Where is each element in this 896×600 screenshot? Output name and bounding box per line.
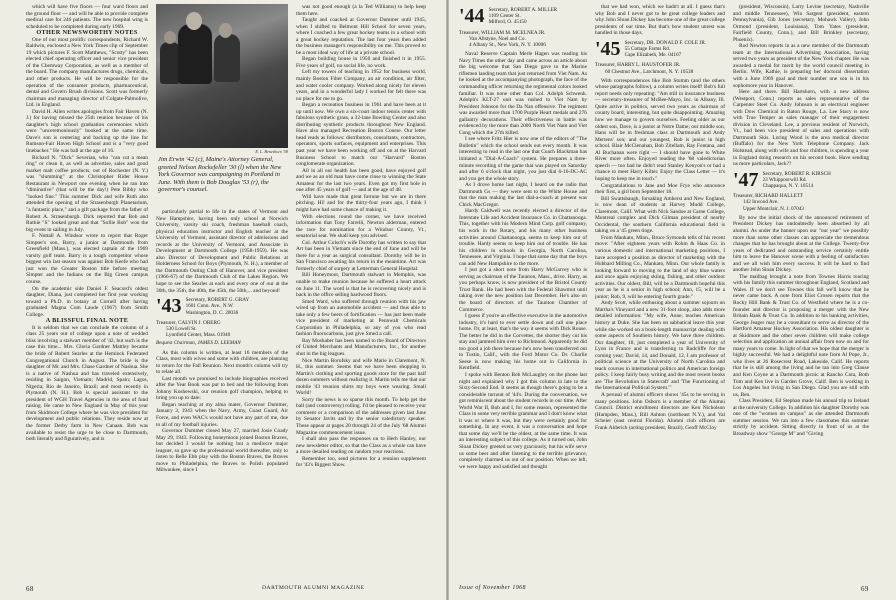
paragraph: Col. Arthur Colsch's wife Dorothy has written to say that Art has been in Vietnam since the end of June and will be there for a year as surgical consultant. Dorothy will be in San Francisco awaiting his return in the meantime. Art was formerly chief of surgery at Letterman General Hospital. <box>296 239 426 272</box>
magazine-title: DARTMOUTH ALUMNI MAGAZINE <box>262 585 365 591</box>
class-year: '44 <box>459 5 485 27</box>
class-47-header <box>733 168 869 191</box>
paragraph: Here and there. Bill Hartshorn, with a new address (Westport, Conn.) reports as sales representative of the Carpenter Steel Co. Andy Johnson is an electrical engineer with Dow Chemical in Baton Rouge, La. Lee Stacy is now with True Temper as sales manager of their engagement division in Cleveland. Lee, a previous resident of Norwich, Vt., had been vice president of sales and operations with Dartmouth Skis. Loring Wood is the area medical director (Buffalo) for the New York Telephone Company. Jack Holstead, along with wife and four children, is spending a year in England doing research on his second book. Have sending us more particulars, Jack?? <box>733 89 869 168</box>
paragraph: F. Nuttall A. Windsor wrote to report that Roger Simpter's son, Barry, a junior at Dartmouth from Greenfield (Mass.), was elected captain of the 1969 varsity golf team. Barry is a tough competitor whose biggest win last season was against Bob Keefe who had just won the Greater Boston title before meeting Simpter and the Indians on the Big Green campus course. <box>26 233 148 285</box>
paragraph: By now the initial shock of the announced retirement of President Dickey has undoubtedly been absorbed by all alumni. As under the banner upon our "our year" we possibly more than some other classes can appreciate the tremendous changes that he has brought about at the College. Twenty-five years of dedicated and outstanding service certainly entitle him to leave the Hanover scene with a feeling of satisfaction and we all wish him every success. It will be hard to find another John Sloan Dickey. <box>733 214 869 274</box>
class-year: '47 <box>733 168 759 191</box>
treasurer-address-line: Van Allstyne, Noel and Co. <box>469 35 526 42</box>
class-treasurer: Treasurer, HARRY L. HAUSTOFER JR. <box>595 62 681 69</box>
class-43-header <box>156 297 288 316</box>
secretary-address-line: Milford, O. 45150 <box>488 19 527 26</box>
paragraph: I shall also pass the responses on to Herb Hanley, our new newsletter editor, so that the Class as a whole can have a more detailed reading on random your reactions. <box>296 436 426 456</box>
class-treasurer: Treasurer, WILLIAM M. MCELNEA JR. <box>459 29 546 36</box>
paragraph: that we had won, which we hadn't at all. I guess that's why Bob and I never got to be great college leaders and why John Sloan Dickey has become one of the great college presidents of our time. But that's how student unrest was handled in those days. <box>595 4 725 37</box>
section-heading: A BLISSFUL FINAL NOTE <box>45 317 129 325</box>
paragraph: All in all our health has been good, have enjoyed golf and we as an old man have come close to winning the State Amateur for the last two years. Even got my first hole in one after 45 years of golf — and at the age of 48. <box>296 167 426 194</box>
left-page <box>0 0 447 600</box>
paragraph: David H. Allen writes apologies from Fair Haven (N. J.) for having missed the 25th reunion because of his daughter's high school graduation ceremonies which were "unceremoniously" booked at the same time. Dave's son is centering and backing up the line for Rumson-Fair Haven High School and is a "very good linebacker." He was ball at the age of 16. <box>26 108 148 155</box>
paragraph: Ray Moshaber has been named to the Board of Directors of United Merchants and Manufacturers, Inc., for another shot in the big leagues. <box>296 337 426 357</box>
paragraph: Began a recreation business in 1961 and have been at it up until now. We own a six-court indoor tennis center with fabulous synthetic grass, a 32-lane Bowling Center and also distributing synthetic products throughout New England. Have also managed Recreation Boston Course. Our letter head reads as follows: distributors, consultants, contractors, operators, sports surfaces, equipment and enterprises. This past year we have been working off and on at the Harvard Business School to match our "Harvard" Boston conglomerate organization. <box>296 102 426 168</box>
class-45-header <box>595 37 725 60</box>
paragraph: Rod Newton reports in as a new member of the Dartmouth team at the International Advertising Association, having served two years as president of the New York chapter. He was awarded a medal for merit by the world council meeting in Berlin. Wife, Kathie, is preparing her doctoral dissertation with a June 1969 goal and their number one son is in his sophomore year in Hanover. <box>733 43 869 89</box>
paragraph: From Mankato, Minn., Bruce Symonds tells of his recent move: "After eighteen years with Rohm & Haas Co. in various domestic and international marketing positions, I have accepted a position as director of marketing with the Hubbard Milling Co., Mankato, Minn. Our whole family is looking forward to moving to the land of sky blue waters and once again enjoying skiing, fishing, and other outdoor activities. Our oldest, Bill, will be a Dartmouth hopeful this year as he is a senior in high school; Ann, 15, will be a junior; Rob, 9, will be entering fourth grade." <box>595 234 725 300</box>
class-treasurer: Treasurer, RICHARD HALLETT <box>733 193 804 200</box>
treasurer-address-line: Upper Montclair, N. J. 07043 <box>743 205 805 212</box>
paragraph: I guess if you're an effective executive in the automotive industry, it's hard to ever settle down and call one place home. Or, at least, that's the way it seems with Dick Rouse. The better he did in the Corvettes, the shorter they cut his stay and jammed him over to Richmond. Apparently he did too good a job there because he's now been transferred out to Tustin, Calif., with the Ford Motor Co. Dr. Charlie Seese is now making his home out in California in Kentfield. <box>459 313 587 372</box>
paragraph: As this column is written, at least 16 members of the Class, most with wives and some with children, are planning to return for the Fall Reunion. Next month's column will try to relate all. <box>156 349 288 376</box>
paragraph: I see where Fritz Hier is now one of the editors of "The Bulletin" which the school sends out every month. It was interesting to read in the last one that Coach Blackman has initiated a "Dial-A-Coach" system. He prepares a three-minute recording of the game that was played on Saturday and after 6 o'clock that night, you just dial 6-16-DC-AC and you get the whole story. <box>459 136 587 182</box>
paragraph: Bill Swattsbaugh, forsaking Amherst and New England, is now dean of students at Harvey Mudd College, Claremont, Calif. What with Nick Sandoe at Carne College, Montreal complex and Dick Gilman president of nearby Occidental, the southern California educational field is taking on a '45 green tinge. <box>595 195 725 235</box>
paragraph: Began building house in 1950 and finished it in 1955. Five years of golf, no social life, no work. <box>296 56 426 69</box>
paragraph: Began teaching at my alma mater, Governor Dummer, January 3, 1943 when the Navy, Army, Coast Guard, Air Force, and even WAC's would not have any part of me, due to all of my football injuries. <box>156 401 288 428</box>
paragraph: was not good enough (a la Ted Williams) to help keep them here. <box>296 4 426 17</box>
paragraph: A perusal of alumni officers shows '45s to be serving in many positions. John Osborn is a member of the Alumni Council. District enrollment directors are Ken Nicholson (Hampden, Mass.), Bill Ashton (northeast N.Y.), and Val Scheier (east central Florida). Alumni club officers are Frank Alderich (acting president, Brazil), Geoff McCloy <box>595 392 725 431</box>
treasurer-address-line: 530 Lowell St. <box>166 325 197 332</box>
treasurer-address-line: 60 Chestnut Ave., Larchmont, N. Y. 10538 <box>605 68 694 75</box>
secretary-address-line: Cape Elizabeth, Me. 04107 <box>624 52 682 59</box>
photo-caption: Jim Erwin '42 (c), Maine's Attorney General, greeted Nelson Rockefeller '30 (l) when the New York Governor was campaigning in Portland in June. With them is Bob Douglas '53 (r), the governor's counsel. <box>158 156 282 194</box>
right-column-1 <box>459 4 587 580</box>
section-heading: OTHER NEWSWORTHY NOTES <box>36 29 138 37</box>
paragraph: Nice Martin Borofsky and wife Marie in Claremont, N. H., this summer. Seems that we have been shopping in Martin's clothing and sporting goods store for the past half dozen summers without realizing it. Martin tells me that our mobile '43 reunion shirts my boys were wearing. Small World! <box>296 357 426 397</box>
treasurer-address-line: Lynnfield Center, Mass. 01940 <box>166 332 231 339</box>
page-number: 69 <box>861 585 869 593</box>
paragraph: On the academic side Daniel F. Seacord's oldest daughter, Diana, just completed her first year working toward a Ph.D. in botany at Cornell after having graduated Magna Cum Laude (1967) from Smith College. <box>26 285 148 318</box>
paragraph: (president, Wisconsin), Larry Levine (secretary, Nashville and middle Tennessee), Win Sargent (president, eastern Pennsylvania), Gib Jones (secretary, Mohawk Valley), John Ormond (president, Louisiana), Tom Yates (president, Fairfield County, Conn.), and Bill Brinkley (secretary, Phoenix). <box>733 4 869 43</box>
left-column-3 <box>296 4 426 580</box>
class-secretary: Secretary, ROBERT A. MILLER <box>488 7 558 13</box>
bequest-chairman: Bequest Chairman, JAMES D. LEEMAN <box>156 340 241 347</box>
right-column-2 <box>595 4 725 580</box>
paragraph: Smed Ward, who suffered through reunion with his jaw wired up from an automobile accident — and thus able to take only a few beers of fortification — has just been made vice president of marketing at Pennwalt Chemicals Corporation in Philadelphia, so any of you who read fashion fluorocarbons, just give Smed a call. <box>296 298 426 338</box>
secretary-address-line: 1109 Center St. <box>488 13 521 20</box>
paragraph: Governor Dummer closed May 27, married Josie Coady May 29, 1943. Following honeymoon joined Boston Braves, but decided I would be nothing but a mediocre major leaguer, so gave up the professional world thereafter, only to listen to Belle Ebb play with the Boston Braves, the Braves move to Philadelphia, the Braves to Polish populated Milwaukee, since I <box>156 428 288 474</box>
paragraph: With correspondences like Bob Stumm (and the others whose paragraphs follow), a column writes itself! Bob's full report needs only repeating: "Am still in insurance business — secretary-treasurer of McBee-Mayo, Inc. in Albany, Ill. Quite active in politics, served two years as chairman of county board, interesting, but quite disappointing. Amazing how we manage to govern ourselves. Feeling older as our oldest son, Dave, is a junior at Notre Dame; our middle son, Hans will be in freshman class at Dartmouth and Andy Mertens' son; and our youngest, Rob is junior in high school. Blair McClenahan, Bob Zitellam, Ray Fontana, and Al Buchanan were right — I should have gone to White River more often. Enjoyed reading the '68 valedictorian speech — too bad he didn't read Stanley Kenyon's or had a chance to meet Harry Kilter. Enjoy the Class Letter — it's hoping to keep me in touch." <box>595 77 725 182</box>
paragraph: Andy Scott, while enthusing about a summer sojourn on Martha's Vineyard and a new 31-foot sloop, also adds more detailed information: "My wife, Anne, teaches American history at Duke. She has been on sabbatical leave this year while she worked on a book-length manuscript dealing with some aspects of Southern history. We have three children. Our daughter, 18, just completed a year of University of Lyon in France and is transferring to Radcliffe for the coming year; David, 14, and Donald, 12, I am professor of political science at the University of North Carolina and teach courses in international politics and American foreign policy. I keep fairly busy writing and the most recent books are 'The Revolution in Statecraft' and 'The Functioning of the International Political System.'" <box>595 300 725 392</box>
treasurer-address-line: 4 Albany St., New York, N. Y. 10006 <box>469 42 546 49</box>
treasurer-address-line: 142 Inwood Ave. <box>743 199 779 206</box>
class-44-header <box>459 7 587 26</box>
secretary-address-line: 55 Cottage Farms Rd. <box>624 45 671 52</box>
paragraph: particularly partial to life in the states of Vermont and New Hampshire, having been only school at Norwich University, varsity ski coach, freshman baseball coach, physical education instructor and English teacher at the University of Vermont, assistant director of admissions and records at the University of Vermont, and Associate in Development at Dartmouth College (1958-1959). He was also Director of Development and Public Relations at Holderness School for Boys (Plymouth, N. H.), a member of the Dartmouth Outing Club of Hanover, and vice president (1966-67) of the Dartmouth Club of the Lakes Region. We hope to see the Searles at each and every one of our at the 30th, the 35th, the 40th, the 45th, the 50th,... and beyond! <box>156 209 288 294</box>
secretary-address-line: 1601 Conn. Ave., N.W. <box>185 303 234 310</box>
issue-date: Issue of November 1968 <box>459 585 526 591</box>
paragraph: As I drove home last night, I heard on the radio that Dartmouth Gs — they were sent to the White House and that the man making the last dial-a-coach at present was Chick MacGregor. <box>459 182 587 208</box>
paragraph: Bill Honeymoor, Dartmouth stalwart in Memphis, was unable to make reunion because he suffered a heart attack on June 11. The word is that he is recovering nicely and is back in the office selling hardwood floors. <box>296 272 426 299</box>
photo-rockefeller-erwin <box>156 4 288 148</box>
paragraph: Congratulations to Jane and Moe Frye who announce their first, a girl born September 18. <box>595 182 725 196</box>
paragraph: I spoke with Benton Bob McLaughry on the phone last night and explained why I got this column in late to the Sixty-Second End. It seems as though there's going to be a considerable turnout of '44's. During the conversation, we got reminiscent about the student records in our time. After World War II, Bob and I, for some reason, represented the Class in some very terrible grammar and I don't know what it was or where it was, but they were certainly good for something. In any event, it was a conversation and hope that some day we'll be the oldest, at the same time. It was an interesting subject of this college. As it turned out, John Sloan Dickey greeted us very graciously, but his wife serve us some beer and after listening to the terrible grievance, completely charmed us out of our position. When we left, we were happy and satisfied and thought <box>459 372 587 470</box>
paragraph: Naval Reserve Captain Merle Hagen was reading his Navy Times the other day and came across an article about the big welcome that San Diego gave to the Marine riflemen landing team that just returned from Viet Nam. As he looked at the accompanying photograph, the face of the commanding officer returning the regimental colors looked familiar. It was none other than Col. Adolph Schwenk. Adolph's KLT-27 unit was rushed to Viet Nam by President Johnson for the Da Nan offensive. The regiment was awarded more than 1700 Purple Heart medals and 276 gallantry decorations. Their effectiveness in battle was evidenced by the more than 2000 North Viet Nam and Viet Cong which the 27th killed. <box>459 51 587 136</box>
left-column-1 <box>26 4 148 580</box>
paragraph: Class President, Ed Stephan made his annual trip to Ireland at the university College. In addition his daughter Dorothy was one of the "women on campus" as she attended Dartmouth summer session. We ran into a few classmates this summer strictly by accident. Sitting directly in front of us at the Broadway show "George M" and "Giving <box>733 398 869 437</box>
paragraph: Sorry the news is so sparse this month. To help get the ball (and controversy) rolling. I'd be pleased to receive your comment or a comparison of the addresses given last June by Senator Javits and by the senior valedictory speaker. These appear at pages 20 through 24 of the July '68 Alumni Magazine commencement issue. <box>296 396 426 436</box>
secretary-address-line: Chappaqua, N. Y. 10514 <box>762 183 814 190</box>
paragraph: One of our most prolific correspondents, Richard W. Baldwin, enclosed a New York Times clip of September 19 which pictures F. Scott Matthews, "Scotty" has been elected chief operating officer and senior vice president of the Chemway Corporation, as well as a member of the board. The company manufactures drugs, chemicals, and other products. He will be responsible for the operation of the consumer products, pharmaceutical, dental and Govern Brush divisions. Scott was formerly chairman and managing director of Colgate-Palmolive, Ltd. in England. <box>26 36 148 109</box>
paragraph: I just got a short note from Harry McGarvey who is serving as chairman of the Taunton, Mass., drive. Harry, as you perhaps know, is now president of the Bristol County Trust Bank. He had been with the Federal Shawmut until taking over the new position last December. He's also on the board of directors of the Taunton Chamber of Commerce. <box>459 267 587 313</box>
paragraph: which will have five floors — four ward floors and the ground floor — and will be able to provide complete medical care for 246 patients. The new hospital wing is scheduled to be completed during early 1969. <box>26 4 148 30</box>
class-year: '45 <box>595 37 621 60</box>
class-treasurer: Treasurer, CALVIN J. OBERG <box>156 319 221 326</box>
paragraph: Taught and coached at Governor Dummer until 1945, when I shifted to Belmont Hill School for seven years, where I coached a few great hockey teams in a school with a great hockey reputation. The last four years then added the business manager's responsibility on me. This proved to be a most ideal way of life at a private school. <box>296 17 426 56</box>
class-secretary: Secretary, DR. DONALD F. COLE JR. <box>624 39 707 46</box>
paragraph: Will have made that great fortune but we are in there pitching. Hi! and for the thirty-four years ago, I think I might have had some chance of making it. <box>296 193 426 213</box>
right-column-3 <box>733 4 869 580</box>
class-secretary: Secretary, ROBERT R. KIRSCH <box>762 170 831 177</box>
paragraph: With elections round the corner, we have received information that Tony Farrelli, Newton alderman, entered the race for nomination for a Windsor County, Vt., senatorial seat. We shall keep you advised. <box>296 213 426 240</box>
photo-credit: E. L. Benedixen '58 <box>255 149 288 154</box>
paragraph: Last month we promised to include biographies received after the Year Book was put to bed and the following from Johnny Koshewski, our reunion golf champion, helping to bring you up to date: <box>156 375 288 402</box>
secretary-address-line: Washington, D. C. 20036 <box>185 309 239 316</box>
secretary-address-line: 23 Whippoorwill Rd. <box>762 176 807 183</box>
paragraph: Remember too, send pictures for a reunion supplement for '43's Biggest Show. <box>296 455 426 469</box>
page-number: 68 <box>26 585 34 593</box>
left-column-2 <box>156 209 288 580</box>
paragraph: The mailbag brought a note from Townes Harris touring with his family this summer throughout England, Scotland and Wales. If we don't see Townes this fall we'll know that he never came back. A note from Eliot Crosen reports that the Rocky Hill Bank & Trust Co. of Westfield where he is a co-founder and director is proposing a merger with the New Britain Bank & Trust Co. In addition to his banking activities, George Jeager may be a consultant to serve as director of the Hartford Amateur Hockey Association. His oldest daughter is at Skidmore and the other seven children will make college selection and application an annual affair from now on and for many years to come. In light of that we hope that the merger is highly successful. We had a delightful note from Al Pope, Jr., who lives at 26 Rosecrest Road, Lakeside, Calif. He reports that he is still among the living and he ran into Greg Clause and Ken Coyne at a Dartmouth picnic at Rancho Cota, Both Tom and Ken live in Garden Grove, Calif. Ben is working in Los Angeles but living in San Diego. Glad you are still with us, Ben. <box>733 273 869 398</box>
paragraph: Left my towers of teaching in 1952 for business world, mainly Boston Filter Company, an air condition, air filter, and water cooler company. Worked along nicely for eleven years, and in a wonderful lady I worked for felt there was no place for me to go. <box>296 69 426 102</box>
right-page <box>449 0 896 600</box>
class-secretary: Secretary, ROBERT G. GRAY <box>185 297 250 304</box>
paragraph: It is seldom that we can conclude the column of a class 25 years out of college upon a note of wedded bliss involving a stalwart member of '42, but such is the case this time... Mrs. Gloria Gardner Mattley became the bride of Robert Searles at the Hemlock Federated Congregational Church in August. The bride is the daughter of Mr. and Mrs. Chase Gardner of Nashua. She is a native of Nashua and has traveled extensively, residing in Saigon, Vietnam; Madrid, Spain; Lagos, Nigeria; Rio de Janeiro, Brazil; and most recently in Plymouth (N. H.). Bob is special assistant to the president of WGH Travel Agencies in the area of fund raising. He came to New England in May of this year from Skidmore College where he was vice president for development and public relations. They reside now at the former Derby farm in New Canaan. Bob was available to resist the urge to be close to Dartmouth, both literally and figuratively, and is <box>26 324 148 443</box>
paragraph: Hardy Caldwell was recently elected a director of the Interstate Life and Accident Insurance Co. in Chattanooga. This, together with his Modern Mind Corp. golf company, his work in the Rotary, and his many other business activities around Chattanooga, seems to keep him out of trouble. Hardy seems to keep him out of trouble. He has his children in schools in Georgia, North Carolina, Tennessee, and Virginia. I hope that some day that the boys can add New Hampshire to the more. <box>459 208 587 267</box>
paragraph: Richard N. "Dick" Severian, who "can cut a mean ring" or clean it, as well as advertise, sales and good market malt coffee products, out of Rochester (N. Y.) was "slumming" at the Christopher Rider House Restaurant in Newport one evening when he ran into "diminutive" (that will be the day!) Pete Bibby who "looked fine." This summer Dick and wife Ruth also attended the opening of the Strasenburgh Planetarium, "a fantastic place," and a gift package from the father of Robert A. Strasenburgh. Dick reported that Bob and Ruthie "S" looked great and that "Sollie Bob" won the big event in sailing in July. <box>26 154 148 233</box>
class-year: '43 <box>156 295 182 318</box>
